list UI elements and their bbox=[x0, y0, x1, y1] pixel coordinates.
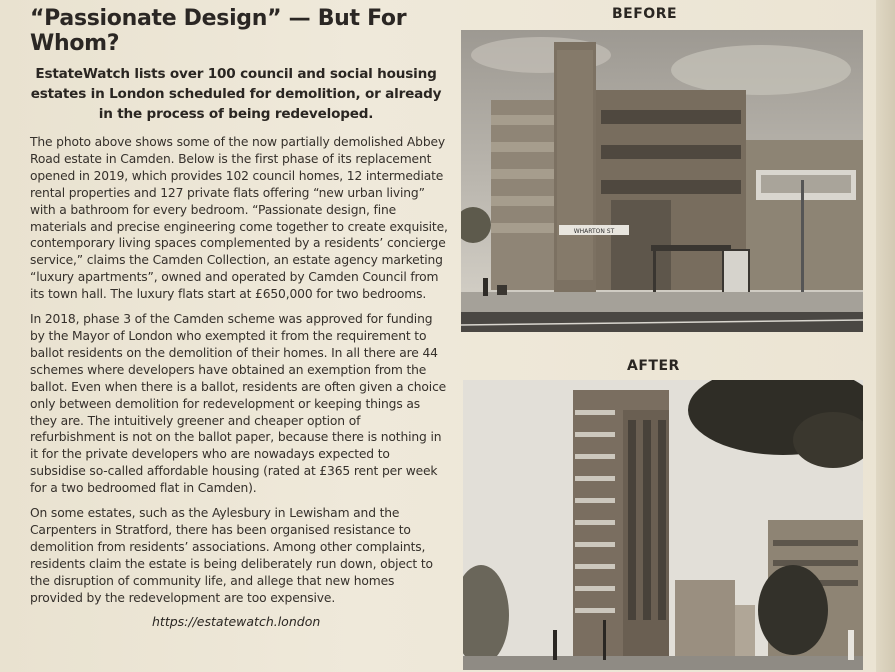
article-title: “Passionate Design” — But For Whom? bbox=[30, 6, 407, 56]
page-edge bbox=[876, 0, 895, 672]
after-photo bbox=[463, 380, 863, 670]
article-column bbox=[24, 6, 448, 629]
after-estate-image bbox=[463, 380, 863, 670]
article-paragraph: The photo above shows some of the now partially demolished Abbey Road estate in Camden. Below is the first phase of its replacement opened in 2019, which provides 102 council homes, 12 intermediate rental properties and 127 private flats offering “new urban living” with a bathroom for every bedroom. “Passionate design, fine materials and precise engineering come together to create exquisite, contemporary living spaces complemented by a residents’ concierge service,” claims the Camden Collection, an estate agency marketing “luxury apartments”, owned and operated by Camden Council from its town hall. The luxury flats start at £650,000 for two bedrooms. bbox=[30, 135, 448, 302]
before-photo bbox=[461, 30, 863, 332]
street-sign-text: WHARTON ST bbox=[573, 228, 615, 235]
article-paragraph: On some estates, such as the Aylesbury in Lewisham and the Carpenters in Stratford, there has been organised resistance to demolition from residents’ associations. Among other complaints, residents claim the estate is being deliberately run down, object to the disruption of community life, and allege that new homes provided by the redevelopment are too expensive. bbox=[30, 506, 433, 605]
before-estate-image bbox=[461, 30, 863, 332]
article-paragraph: In 2018, phase 3 of the Camden scheme was approved for funding by the Mayor of London who exempted it from the requirement to ballot residents on the demolition of their homes. In all there are 44 schemes where developers have obtained an exemption from the ballot. Even when there is a ballot, residents are often given a choice only between demolition for redevelopment or keeping things as they are. The intuitively greener and cheaper option of refurbishment is not on the ballot paper, because there is nothing in it for the private developers who are nowadays expected to subsidise so-called affordable housing (rated at £365 rent per week for a two bedroomed flat in Camden). bbox=[30, 312, 447, 496]
article-url[interactable]: https://estatewatch.london bbox=[152, 614, 321, 630]
before-label: BEFORE bbox=[612, 6, 678, 22]
after-label: AFTER bbox=[627, 358, 680, 374]
article-subtitle: EstateWatch lists over 100 council and social housing estates in London scheduled for demolition, or already in the process of being redeveloped. bbox=[30, 66, 442, 122]
